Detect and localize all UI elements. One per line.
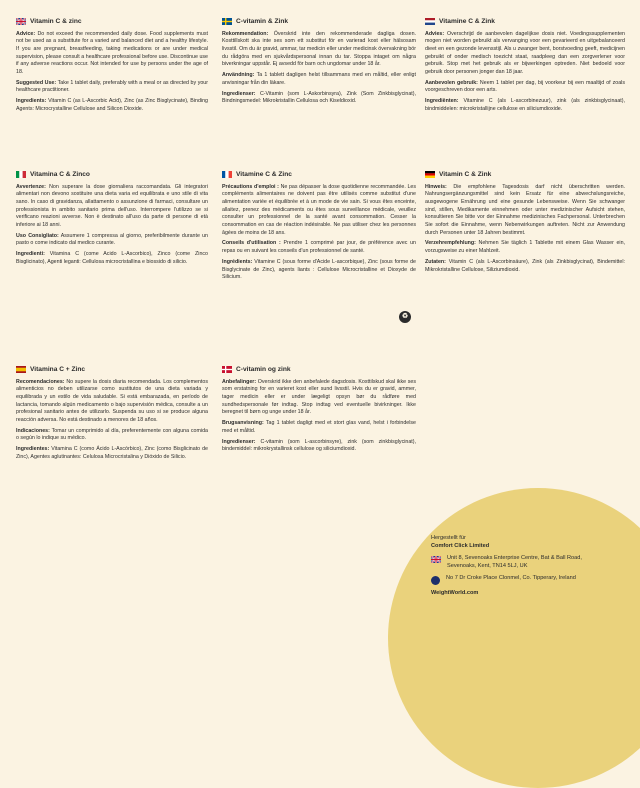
germany-flag-icon (425, 171, 435, 178)
panel-italian (16, 170, 208, 270)
advice-paragraph: Hinweis: Die empfohlene Tagesdosis darf nicht überschritten werden. Nahrungsergänzungsmittel sind kein Ersatz für eine abwechslungsreiche, ausgewogene Ernährung und eine gesunde Lebensweise. Wenn Sie schwanger sind, stillen, Medikamente einnehmen oder unter medizinischer Aufsicht stehen, konsultieren Sie bitte vor der Einnahme medizinisches Fachpersonal. Unterbrechen Sie sofort die Einnahme, wenn Nebenwirkungen auftreten. Nicht zur Anwendung durch Personen unter 18 Jahren bestimmt. (425, 183, 625, 236)
uk-address-row (431, 554, 601, 570)
uk-flag-icon (431, 556, 441, 563)
recycling-logo-icon: ♻ (399, 311, 411, 323)
panel-german (425, 170, 625, 278)
advice-paragraph: Précautions d'emploi : Ne pas dépasser la dose quotidienne recommandée. Les compléments alimentaires ne doivent pas être utilisés comme substitut d'une alimentation variée et équilibrée et à un mode de vie sain. Si vous êtes enceinte, allaitez, prenez des médicaments ou êtes sous surveillance médicale, veuillez consulter un professionnel de la santé avant consommation. Cesser la consommation en cas de réaction indésirable. Ne pas utiliser chez les personnes âgées de moins de 18 ans. (222, 183, 416, 236)
advice-paragraph: Advice: Do not exceed the recommended daily dose. Food supplements must not be used as a substitute for a varied and balanced diet and a healthy lifestyle. If you are pregnant, breastfeeding, taking medications or are under medical supervision, please consult a healthcare professional before use. Discontinue use if any adverse reactions occur. Not intended for use by persons under the age of 18. (16, 30, 208, 75)
ingredients-paragraph: Ingredienser: C-Vitamin (som L-Askorbinsyra), Zink (Som Zinkbisglycinat), Bindningsmedel: Mikrokristallin Cellulosa och Kiseldioxid. (222, 90, 416, 105)
manufacturer-prefix: Hergestellt für (431, 535, 466, 541)
panel-swedish (222, 17, 416, 109)
ingredients-paragraph: Ingredienser: C-vitamin (som L-ascorbinsyre), zink (som zinkbisglycinat), bindemiddel: mikrokrystallinsk cellulose og siliciumdioxid. (222, 438, 416, 453)
uk-flag-icon (16, 18, 26, 25)
panel-title: Vitamine C & Zink (439, 18, 495, 25)
usage-paragraph: Conseils d'utilisation : Prendre 1 comprimé par jour, de préférence avec un repas ou en suivant les conseils d'un professionnel de santé. (222, 240, 417, 255)
usage-paragraph: Suggested Use: Take 1 tablet daily, preferably with a meal or as directed by your healthcare practitioner. (16, 79, 209, 94)
advice-paragraph: Anbefalinger: Overskrid ikke den anbefalede dagsdosis. Kosttilskud skal ikke ses som erstatning for en varieret kost eller sund livsstil. Hvis du er gravid, ammer, tager medicin eller er under lægeligt opsyn bør du rådføre med sundhedspersonale før indtag. Stop indtag ved eventuelle bivirkninger. Ikke beregnet til børn og unge under 18 år. (222, 378, 416, 416)
website-link[interactable]: WeightWorld.com (431, 590, 479, 597)
decorative-circle (388, 488, 640, 788)
italy-flag-icon (16, 171, 26, 178)
advice-paragraph: Recomendaciones: No supere la dosis diaria recomendada. Los complementos alimenticios no deben utilizarse como sustitutos de una dieta variada y equilibrada y un estilo de vida saludable. Si está embarazada, en período de lactancia, tomando algún medicamento o bajo supervisión médica, consulte a un profesional sanitario antes de utilizarlo. Suspenda su uso si se produce alguna reacción adversa. No está destinado a menores de 18 años. (16, 378, 208, 423)
ingredients-paragraph: Ingrediënten: Vitamine C (als L-ascorbinezuur), zink (als zinkbisglycinaat), bindmiddelen: microkristallijne cellulose en siliciumdioxide. (425, 98, 625, 112)
panel-french (222, 170, 416, 285)
ie-address-row (431, 574, 601, 585)
panel-title: Vitamin C & zinc (30, 18, 82, 25)
ie-address: No 7 Dr Croke Place Clonmel, Co. Tipperary, Ireland (446, 575, 576, 582)
ingredients-paragraph: Ingrédients: Vitamine C (sous forme d'Acide L-ascorbique), Zinc (sous forme de Bisglycinate de Zinc), agents liants : Cellulose Microcristalline et Dioxyde de Silicium. (222, 258, 417, 281)
usage-paragraph: Brugsanvisning: Tag 1 tablet dagligt med et stort glas vand, helst i forbindelse med et måltid. (222, 420, 416, 434)
ingredients-paragraph: Ingredientes: Vitamina C (como Ácido L-Ascórbico), Zinc (como Bisglicinato de Zinc), Agentes aglutinantes: Celulosa Microcristalina y Dióxido de Silicio. (16, 446, 208, 460)
eu-flag-icon (431, 576, 440, 585)
advice-paragraph: Advies: Overschrijd de aanbevolen dagelijkse dosis niet. Voedingssupplementen mogen niet worden gebruikt als vervanging voor een gevarieerd en uitgebalanceerd dieet en een gezonde levensstijl. Als u zwanger bent, borstvoeding geeft, medicijnen gebruikt of onder medisch toezicht staat, raadpleeg dan een zorgverlener voor gebruik. Stop met het gebruik als er bijwerkingen optreden. Niet bedoeld voor gebruik door personen jonger dan 18 jaar. (425, 30, 625, 75)
panel-title: Vitamine C & Zinc (236, 171, 292, 178)
panel-dutch (425, 17, 625, 117)
denmark-flag-icon (222, 366, 232, 373)
usage-paragraph: Verzehrempfehlung: Nehmen Sie täglich 1 Tablette mit einem Glas Wasser ein, vorzugsweise zu einer Mahlzeit. (425, 240, 625, 255)
manufacturer-company: Comfort Click Limited (431, 543, 490, 550)
panel-title: C-vitamin og zink (236, 366, 291, 373)
manufacturer-block (431, 534, 601, 598)
panel-danish (222, 365, 416, 457)
panel-title: Vitamina C & Zinco (30, 171, 90, 178)
usage-paragraph: Indicaciones: Tomar un comprimido al día, preferentemente con alguna comida o según lo indique su médico. (16, 427, 208, 442)
panel-spanish (16, 365, 208, 465)
panel-title: C-vitamin & Zink (236, 18, 289, 25)
usage-paragraph: Uso Consigliato: Assumere 1 compressa al giorno, preferibilmente durante un pasto o come indicato dal medico curante. (16, 232, 208, 247)
ingredients-paragraph: Ingredients: Vitamin C (as L-Ascorbic Acid), Zinc (as Zinc Bisglycinate), Binding Agents: Microcrystalline Cellulose and Silicon Dioxide. (16, 98, 208, 112)
ingredients-paragraph: Zutaten: Vitamin C (als L-Ascorbinsäure), Zink (als Zinkbisglycinat), Bindemittel: Mikrokristalline Cellulose, Siliziumdioxid. (425, 258, 625, 273)
panel-english (16, 17, 208, 117)
netherlands-flag-icon (425, 18, 435, 25)
advice-paragraph: Rekommendation: Överskrid inte den rekommenderade dagliga dosen. Kosttillskott ska inte ses som ett substitut för en varierad kost eller hälsosam livsstil. Om du är gravid, ammar, tar medicin eller under medicinsk övervakning bör du rådgöra med en sjukvårdspersonal innan du tar. Stoppa intaget om några biverkningar uppstår. Ej avsedd för barn och ungdomar under 18 år. (222, 30, 416, 68)
usage-paragraph: Aanbevolen gebruik: Neem 1 tablet per dag, bij voorkeur bij een maaltijd of zoals voorgeschreven door een arts. (425, 79, 625, 94)
ingredients-paragraph: Ingredienti: Vitamina C (come Acido L-Ascorbico), Zinco (come Zinco Bisglicinato), Agenti leganti: Cellulosa microcristallina e biossido di silicio. (16, 251, 208, 265)
panel-title: Vitamin C & Zink (439, 171, 492, 178)
uk-address: Unit 8, Sevenoaks Enterprise Centre, Bat & Ball Road, Sevenoaks, Kent, TN14 5LJ, UK (447, 555, 582, 570)
usage-paragraph: Användning: Ta 1 tablett dagligen helst tillsammans med en måltid, eller enligt anvisningar från din läkare. (222, 72, 416, 86)
france-flag-icon (222, 171, 232, 178)
spain-flag-icon (16, 366, 26, 373)
panel-title: Vitamina C + Zinc (30, 366, 86, 373)
sweden-flag-icon (222, 18, 232, 25)
advice-paragraph: Avvertenze: Non superare la dose giornaliera raccomandata. Gli integratori alimentari non devono sostituire una dieta varia ed equilibrata e uno stile di vita sano. In caso di gravidanza, allattamento o assunzione di farmaci, consultare un professionista in ambito sanitario prima dell'uso. Interrompere l'utilizzo se si verificano reazioni avverse. Non è destinato all'uso da parte di persone di età inferiore ai 18 anni. (16, 183, 208, 228)
